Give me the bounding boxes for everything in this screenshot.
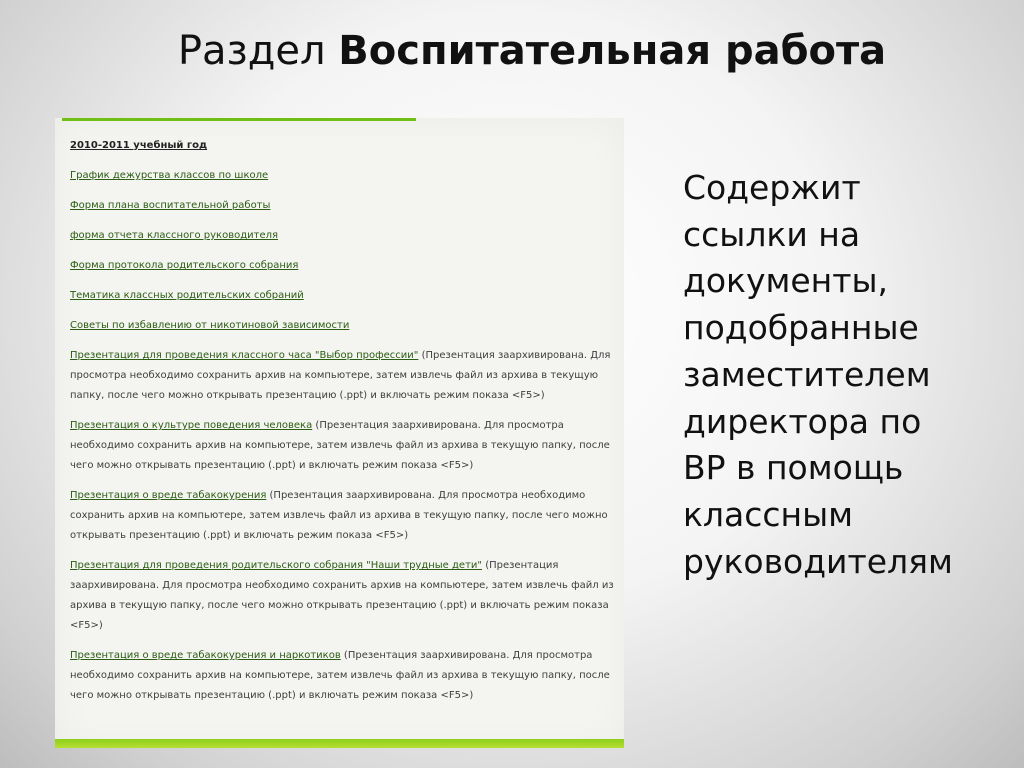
- list-item: [70, 416, 618, 476]
- entry-note: (Презентация заархивирована. Для просмотра необходимо сохранить архив на компьютере, затем извлечь файл из архива в текущую папку, после чего можно открывать презентацию (.ppt) и включать режим показа <F5>): [70, 650, 610, 701]
- list-item: [70, 286, 618, 306]
- title-prefix: Раздел: [177, 28, 326, 74]
- list-item: [70, 316, 618, 336]
- entry-note: (Презентация заархивирована. Для просмотра необходимо сохранить архив на компьютере, затем извлечь файл из архива в текущую папку, после чего можно открывать презентацию (.ppt) и включать режим показа <F5>): [70, 490, 608, 541]
- document-link[interactable]: Презентация для проведения классного часа "Выбор профессии": [70, 350, 419, 361]
- list-item: [70, 346, 618, 406]
- bottom-accent-bar: [55, 739, 624, 748]
- document-link[interactable]: Презентация о вреде табакокурения: [70, 490, 267, 501]
- document-link[interactable]: График дежурства классов по школе: [70, 170, 269, 181]
- document-link[interactable]: форма отчета классного руководителя: [70, 230, 278, 241]
- document-link[interactable]: Форма плана воспитательной работы: [70, 200, 271, 211]
- entry-note: (Презентация заархивирована. Для просмотра необходимо сохранить архив на компьютере, затем извлечь файл из архива в текущую папку, после чего можно открывать презентацию (.ppt) и включать режим показа <F5>): [70, 560, 614, 631]
- document-link[interactable]: Форма протокола родительского собрания: [70, 260, 299, 271]
- document-link[interactable]: Презентация для проведения родительского собрания "Наши трудные дети": [70, 560, 483, 571]
- year-heading: 2010-2011 учебный год: [70, 140, 208, 151]
- list-item: [70, 226, 618, 246]
- list-item: [70, 646, 618, 706]
- list-item: [70, 196, 618, 216]
- document-link[interactable]: Презентация о культуре поведения человека: [70, 420, 313, 431]
- entry-note: (Презентация заархивирована. Для просмотра необходимо сохранить архив на компьютере, затем извлечь файл из архива в текущую папку, после чего можно открывать презентацию (.ppt) и включать режим показа <F5>): [70, 350, 611, 401]
- list-item: [70, 166, 618, 186]
- title-bold: Воспитательная работа: [338, 28, 887, 74]
- entry-note: (Презентация заархивирована. Для просмотра необходимо сохранить архив на компьютере, затем извлечь файл из архива в текущую папку, после чего можно открывать презентацию (.ppt) и включать режим показа <F5>): [70, 420, 610, 471]
- top-accent-bar: [62, 118, 416, 121]
- document-link[interactable]: Тематика классных родительских собраний: [70, 290, 304, 301]
- document-screenshot: [55, 118, 624, 748]
- document-link[interactable]: Презентация о вреде табакокурения и наркотиков: [70, 650, 341, 661]
- slide-title: [0, 28, 1024, 74]
- list-item: [70, 556, 618, 636]
- document-body: [70, 136, 618, 716]
- document-link[interactable]: Советы по избавлению от никотиновой зависимости: [70, 320, 350, 331]
- list-item: [70, 256, 618, 276]
- side-description: Содержит ссылки на документы, подобранные заместителем директора по ВР в помощь классным руководителям: [683, 168, 953, 581]
- list-item: [70, 486, 618, 546]
